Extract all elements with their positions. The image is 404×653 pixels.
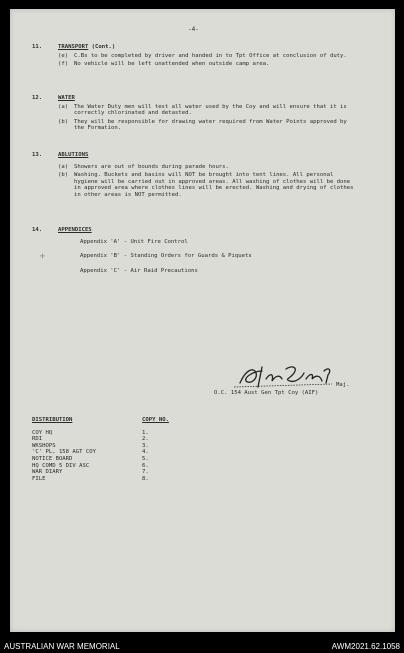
section-title: ABLUTIONS: [58, 152, 89, 158]
appendix-item: Appendix 'C' - Air Raid Precautions: [80, 267, 198, 274]
signature-title: O.C. 154 Aust Gen Tpt Coy (AIF): [214, 390, 319, 396]
distribution-heading: DISTRIBUTION: [32, 417, 73, 423]
section-water: [32, 95, 372, 132]
table-row: NOTICE BOARD 5.: [32, 455, 149, 462]
section-number: 14.: [32, 227, 43, 233]
table-row: WKSHOPS 3.: [32, 442, 149, 449]
list-item: (b) Washing. Buckets and basins will NOT be brought into tent lines. All personal hygiene will be carried out in approved areas. All washing of clothes will be done in approved area where clothes lines will be erected. Washing and drying of clothes in other areas is NOT permitted.: [58, 172, 354, 198]
document-page: [10, 9, 395, 632]
table-row: FILE 8.: [32, 475, 149, 482]
list-item: (e) C.Bs to be completed by driver and handed in to Tpt Office at conclusion of duty.: [58, 52, 347, 59]
page-number: -4-: [188, 26, 199, 33]
section-transport: [32, 44, 372, 68]
appendix-item: Appendix 'A' - Unit Fire Control: [80, 238, 188, 245]
list-item: (a) The Water Duty men will test all water used by the Coy and will ensure that it is correctly chlorinated and detasted.: [58, 103, 347, 117]
section-number: 11.: [32, 44, 43, 50]
section-title: APPENDICES: [58, 227, 92, 233]
table-row: RDI 2.: [32, 436, 149, 443]
section-number: 12.: [32, 95, 43, 101]
table-row: HQ COMD 5 DIV ASC 6.: [32, 462, 149, 469]
list-item: (b) They will be responsible for drawing water required from Water Points approved by the Formation.: [58, 118, 347, 132]
copy-no-heading: COPY NO.: [142, 417, 169, 423]
table-row: COY HQ 1.: [32, 429, 149, 436]
section-number: 13.: [32, 152, 43, 158]
signature-rank: Maj.: [336, 382, 350, 388]
table-row: 'C' PL, 158 AGT COY 4.: [32, 449, 149, 456]
footer-accession-number: AWM2021.62.1058: [331, 642, 400, 651]
section-appendices: [32, 227, 372, 274]
footer-credit: AUSTRALIAN WAR MEMORIAL: [4, 642, 120, 651]
section-title: WATER: [58, 95, 75, 101]
footer-bar: [0, 640, 404, 653]
handwritten-signature: [232, 361, 342, 391]
section-ablutions: [32, 152, 372, 199]
appendix-item: Appendix 'B' - Standing Orders for Guards & Piquets: [80, 253, 252, 260]
list-item: (f) No vehicle will be left unattended when outside camp area.: [58, 61, 270, 68]
distribution-list: [32, 417, 232, 482]
table-row: WAR DIARY 7.: [32, 469, 149, 476]
section-title: TRANSPORT (Cont.): [58, 44, 116, 50]
margin-mark: ✢: [40, 251, 45, 260]
list-item: (a) Showers are out of bounds during parade hours.: [58, 163, 229, 170]
